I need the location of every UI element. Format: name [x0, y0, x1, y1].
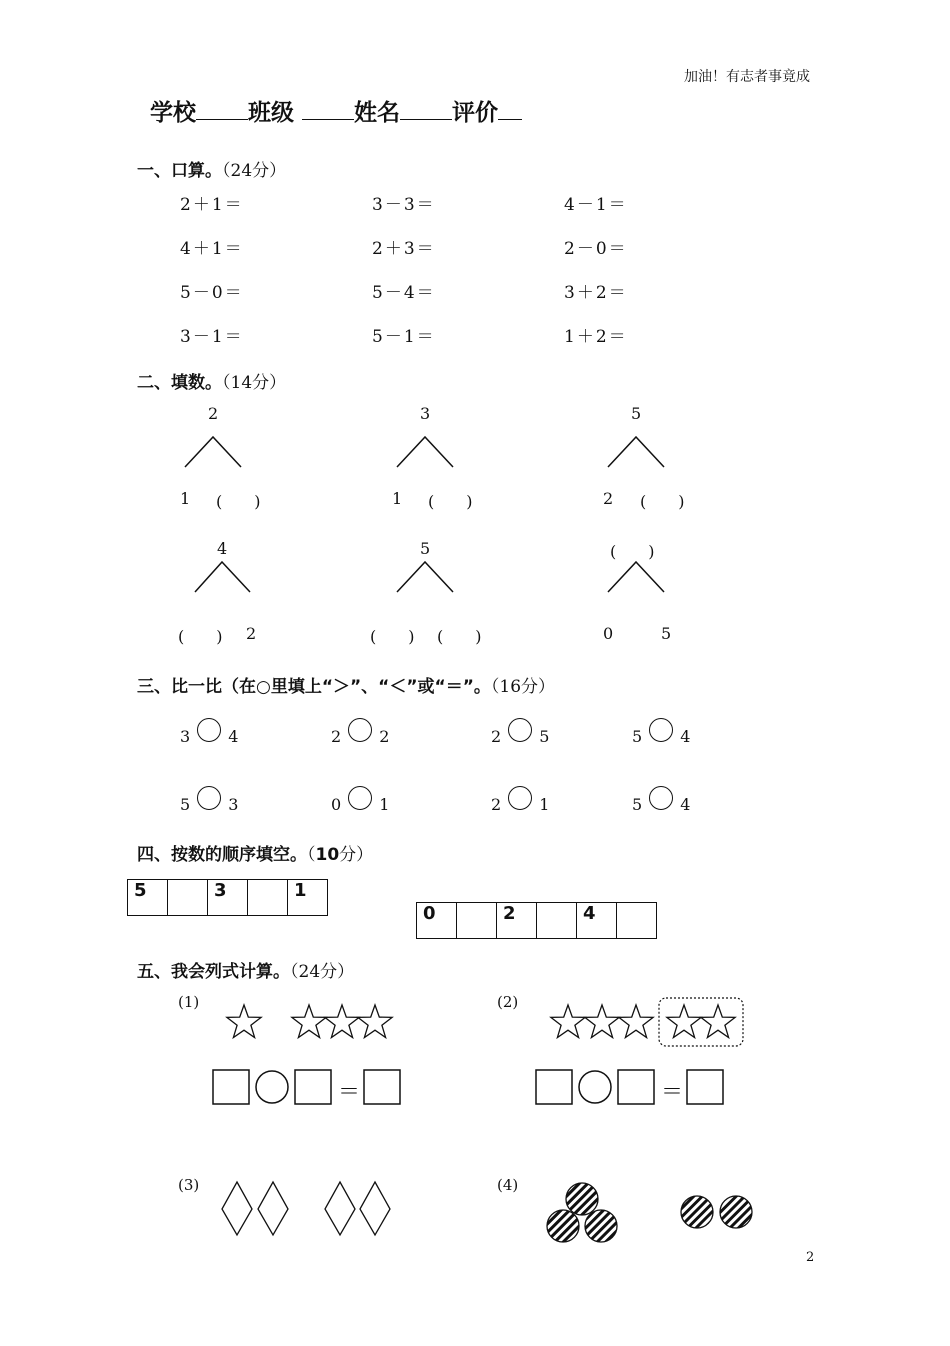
section3-points: （16分）	[490, 677, 556, 697]
tree-top: 5	[420, 539, 431, 558]
compare-item	[331, 786, 389, 814]
star-icon	[292, 1005, 326, 1038]
diamond-icon	[222, 1182, 252, 1235]
name-label: 姓名	[354, 100, 401, 126]
compare-circle[interactable]	[197, 786, 221, 810]
answer-box	[364, 1070, 400, 1104]
answer-box	[687, 1070, 723, 1104]
compare-a: 5	[632, 727, 643, 746]
compare-item	[491, 786, 549, 814]
compare-item	[331, 718, 389, 746]
equation: 5－4＝	[372, 283, 436, 303]
sequence-blank-cell[interactable]	[537, 903, 577, 939]
grade-label: 评价	[452, 100, 499, 126]
equals-sign: ＝	[661, 1080, 684, 1105]
school-label: 学校	[150, 100, 196, 126]
operator-circle	[579, 1071, 611, 1103]
sequence-cell: 2	[497, 903, 537, 939]
tree-top: 2	[208, 404, 219, 423]
tree-right-blank[interactable]: ( )	[428, 492, 473, 511]
section5-title-text: 五、我会列式计算。	[137, 962, 290, 982]
section1-title-text: 一、口算。	[137, 161, 222, 181]
answer-box	[536, 1070, 572, 1104]
sequence-cell: 1	[288, 880, 328, 916]
compare-b: 3	[228, 795, 239, 814]
problem-label: (2)	[497, 993, 519, 1011]
section4-title	[137, 840, 373, 865]
striped-ball-icon	[681, 1196, 713, 1228]
answer-box	[213, 1070, 249, 1104]
compare-circle[interactable]	[348, 786, 372, 810]
tree-left: 0	[603, 624, 614, 643]
compare-item	[180, 786, 238, 814]
answer-box	[618, 1070, 654, 1104]
star-icon	[551, 1005, 585, 1038]
section5-points: （24分）	[290, 962, 355, 982]
problem-graphics	[0, 980, 950, 1260]
diamond-icon	[258, 1182, 288, 1235]
section1-points: （24分）	[222, 161, 287, 181]
equation: 4－1＝	[564, 195, 628, 215]
equation: 4＋1＝	[180, 239, 244, 259]
section5-title	[137, 957, 354, 982]
diamond-icon	[360, 1182, 390, 1235]
section2-title-text: 二、填数。	[137, 373, 222, 393]
section3-title-text: 三、比一比（在○里填上“＞”、“＜”或“＝”。	[137, 677, 491, 697]
tree-branch	[195, 562, 250, 592]
dashed-group-box	[659, 998, 743, 1046]
equation: 2＋1＝	[180, 195, 244, 215]
page-number: 2	[806, 1250, 815, 1265]
section4-points: （10分）	[307, 845, 374, 865]
star-icon	[585, 1005, 619, 1038]
tree-right: 5	[661, 624, 672, 643]
compare-circle[interactable]	[508, 718, 532, 742]
sequence-table-1	[127, 879, 328, 916]
compare-a: 5	[632, 795, 643, 814]
equation: 5－0＝	[180, 283, 244, 303]
diamond-icon	[325, 1182, 355, 1235]
compare-a: 3	[180, 727, 191, 746]
tree-right: 2	[246, 624, 257, 643]
star-icon	[325, 1005, 359, 1038]
section3-title	[137, 672, 555, 697]
compare-item	[491, 718, 549, 746]
sequence-blank-cell[interactable]	[617, 903, 657, 939]
compare-b: 2	[379, 727, 390, 746]
tree-right-blank[interactable]: ( )	[640, 492, 685, 511]
striped-ball-icon	[547, 1210, 579, 1242]
compare-a: 2	[331, 727, 342, 746]
equation: 3－1＝	[180, 327, 244, 347]
equation: 1＋2＝	[564, 327, 628, 347]
section4-title-text: 四、按数的顺序填空。	[137, 845, 307, 865]
motto: 加油！有志者事竟成	[684, 69, 810, 85]
tree-left-blank[interactable]: ( )	[178, 627, 223, 646]
tree-branch	[397, 562, 453, 592]
compare-b: 5	[539, 727, 550, 746]
sequence-blank-cell[interactable]	[457, 903, 497, 939]
problem-label: (4)	[497, 1176, 519, 1194]
class-label: 班级	[248, 100, 294, 126]
star-icon	[358, 1005, 392, 1038]
compare-circle[interactable]	[197, 718, 221, 742]
striped-ball-icon	[585, 1210, 617, 1242]
answer-box	[295, 1070, 331, 1104]
tree-top: 5	[631, 404, 642, 423]
compare-b: 4	[680, 727, 691, 746]
equals-sign: ＝	[338, 1080, 361, 1105]
equation: 3－3＝	[372, 195, 436, 215]
star-icon	[619, 1005, 653, 1038]
compare-circle[interactable]	[649, 786, 673, 810]
tree-branch	[608, 437, 664, 467]
tree-left: 2	[603, 489, 614, 508]
sequence-cell: 5	[128, 880, 168, 916]
compare-a: 2	[491, 727, 502, 746]
compare-circle[interactable]	[649, 718, 673, 742]
equation: 2＋3＝	[372, 239, 436, 259]
equation: 2－0＝	[564, 239, 628, 259]
striped-ball-icon	[720, 1196, 752, 1228]
tree-top-blank[interactable]: ( )	[610, 542, 655, 561]
sequence-blank-cell[interactable]	[168, 880, 208, 916]
section2-points: （14分）	[222, 373, 287, 393]
sequence-table-2	[416, 902, 657, 939]
sequence-cell: 4	[577, 903, 617, 939]
sequence-blank-cell[interactable]	[248, 880, 288, 916]
tree-branch	[608, 562, 664, 592]
compare-b: 4	[228, 727, 239, 746]
compare-circle[interactable]	[348, 718, 372, 742]
sequence-cell: 3	[208, 880, 248, 916]
compare-item	[180, 718, 238, 746]
compare-circle[interactable]	[508, 786, 532, 810]
compare-b: 1	[539, 795, 550, 814]
compare-b: 1	[379, 795, 390, 814]
striped-ball-icon	[566, 1183, 598, 1215]
star-icon	[227, 1005, 261, 1038]
tree-top: 3	[420, 404, 431, 423]
tree-left: 1	[392, 489, 403, 508]
tree-branch	[397, 437, 453, 467]
compare-a: 2	[491, 795, 502, 814]
problem-label: (1)	[178, 993, 200, 1011]
compare-item	[632, 786, 690, 814]
equation: 5－1＝	[372, 327, 436, 347]
compare-b: 4	[680, 795, 691, 814]
equation: 3＋2＝	[564, 283, 628, 303]
sequence-cell: 0	[417, 903, 457, 939]
compare-item	[632, 718, 690, 746]
star-icon	[667, 1005, 701, 1038]
tree-right-blank[interactable]: ( )	[437, 627, 482, 646]
compare-a: 0	[331, 795, 342, 814]
compare-a: 5	[180, 795, 191, 814]
problem-label: (3)	[178, 1176, 200, 1194]
tree-left-blank[interactable]: ( )	[370, 627, 415, 646]
tree-branch	[185, 437, 241, 467]
tree-left: 1	[180, 489, 191, 508]
operator-circle	[256, 1071, 288, 1103]
tree-top: 4	[217, 539, 228, 558]
star-icon	[701, 1005, 735, 1038]
tree-right-blank[interactable]: ( )	[216, 492, 261, 511]
